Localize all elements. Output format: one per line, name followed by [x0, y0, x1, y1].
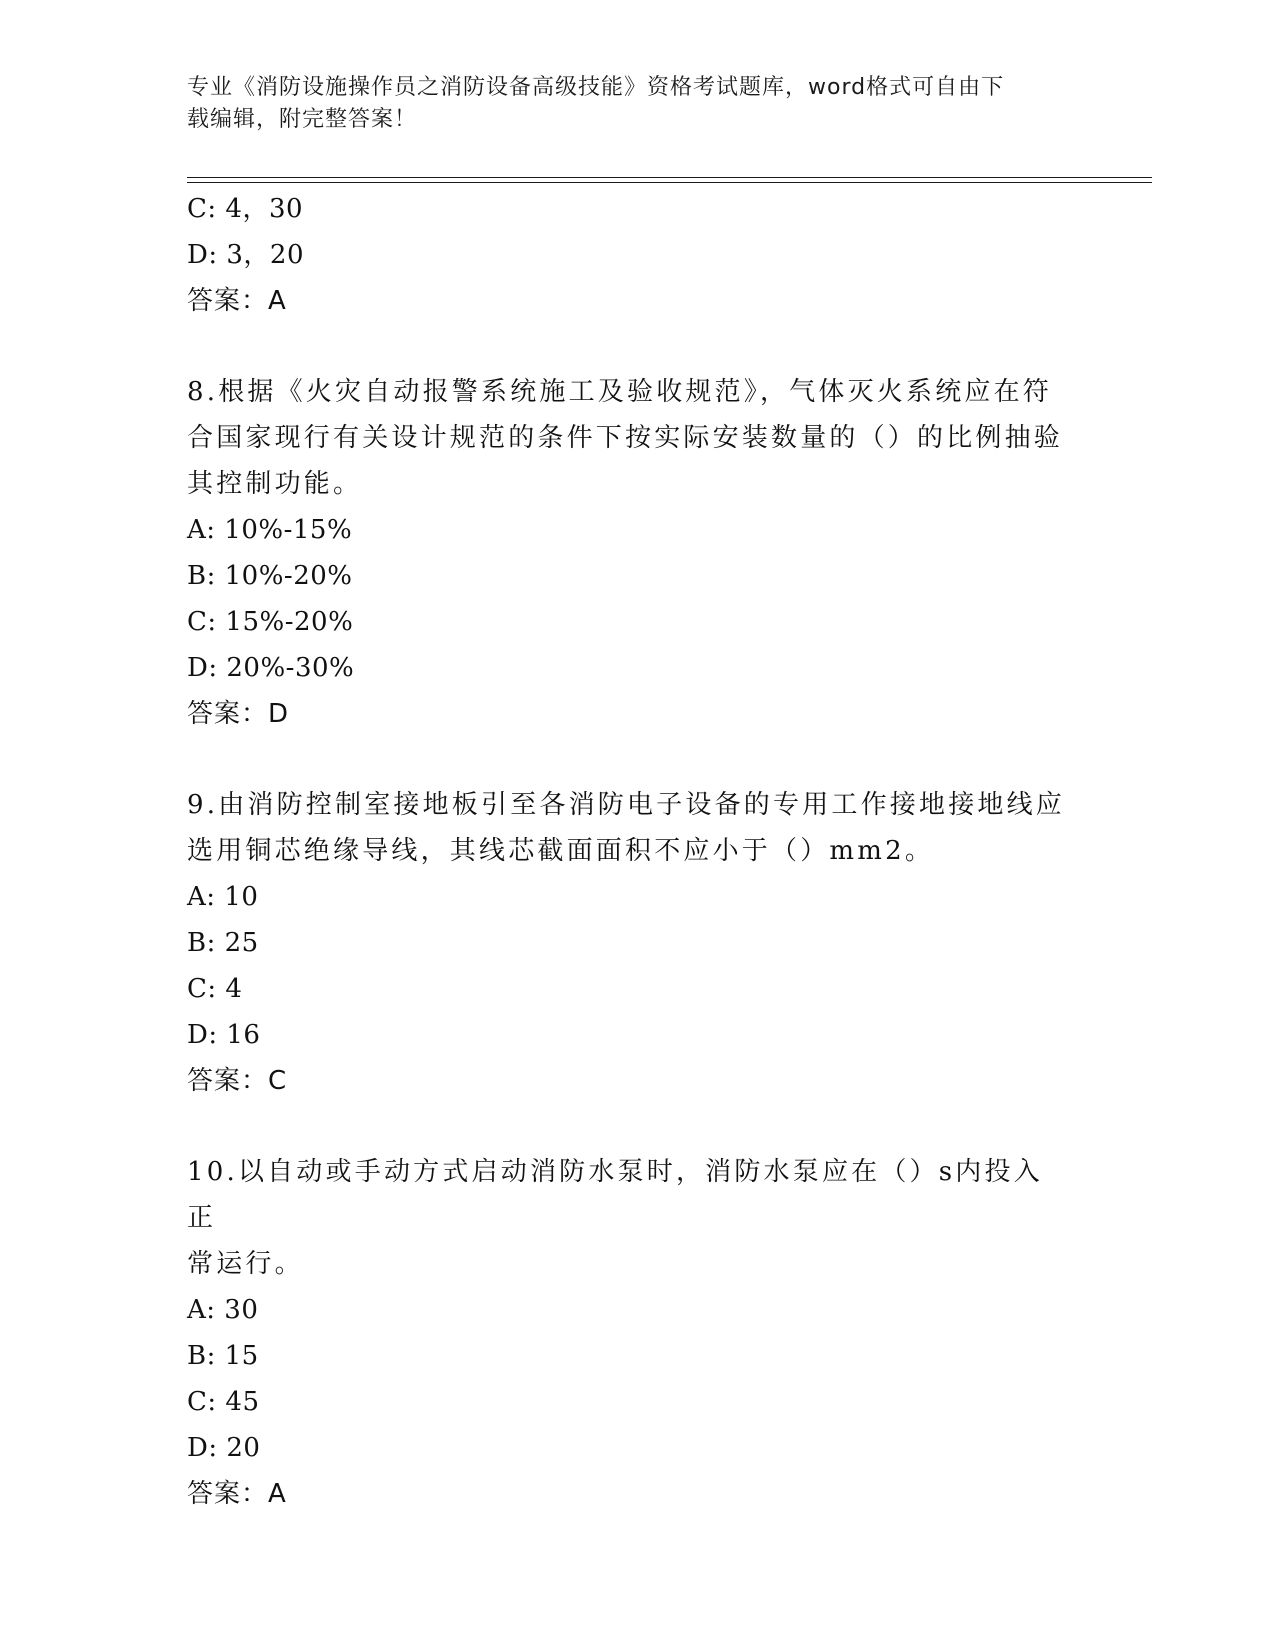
header-divider-bottom [187, 182, 1152, 183]
option-c: C: 4，30 [187, 194, 304, 224]
option-c: C: 45 [187, 1387, 260, 1417]
document-header [187, 72, 1067, 136]
question-7-continued [187, 186, 1087, 324]
question-text-line: 常运行。 [187, 1249, 304, 1279]
question-text-line: 合国家现行有关设计规范的条件下按实际安装数量的（）的比例抽验 [187, 423, 1064, 453]
question-text-line: 8.根据《火灾自动报警系统施工及验收规范》，气体灭火系统应在符 [187, 377, 1053, 407]
option-b: B: 15 [187, 1341, 259, 1371]
question-text [187, 369, 1067, 507]
header-line-1: 专业《消防设施操作员之消防设备高级技能》资格考试题库，word格式可自由下 [187, 75, 1005, 100]
question-text-line: 9.由消防控制室接地板引至各消防电子设备的专用工作接地接地线应 [187, 790, 1066, 820]
option-d: D: 20 [187, 1433, 261, 1463]
option-c: C: 4 [187, 974, 243, 1004]
answer-line: 答案：D [187, 699, 290, 729]
option-b: B: 10%-20% [187, 561, 353, 591]
option-d: D: 20%-30% [187, 653, 355, 683]
question-text-line: 选用铜芯绝缘导线，其线芯截面面积不应小于（）mm2。 [187, 836, 935, 866]
option-c: C: 15%-20% [187, 607, 354, 637]
question-text-line: 其控制功能。 [187, 469, 363, 499]
spacer [187, 737, 1087, 782]
question-list [187, 186, 1087, 1517]
spacer [187, 324, 1087, 369]
header-line-2: 载编辑，附完整答案！ [187, 107, 418, 132]
question-10 [187, 1149, 1087, 1517]
spacer [187, 1104, 1087, 1149]
question-text-line: 10.以自动或手动方式启动消防水泵时，消防水泵应在（）s内投入正 [187, 1157, 1043, 1233]
option-d: D: 16 [187, 1020, 261, 1050]
answer-line: 答案：C [187, 1066, 288, 1096]
answer-line: 答案：A [187, 1479, 287, 1509]
option-a: A: 30 [187, 1295, 259, 1325]
question-8 [187, 369, 1087, 737]
option-d: D: 3，20 [187, 240, 304, 270]
header-divider-top [187, 177, 1152, 178]
question-text [187, 782, 1067, 874]
option-a: A: 10%-15% [187, 515, 353, 545]
question-text [187, 1149, 1067, 1287]
answer-line: 答案：A [187, 286, 287, 316]
question-9 [187, 782, 1087, 1104]
option-b: B: 25 [187, 928, 259, 958]
option-a: A: 10 [187, 882, 259, 912]
